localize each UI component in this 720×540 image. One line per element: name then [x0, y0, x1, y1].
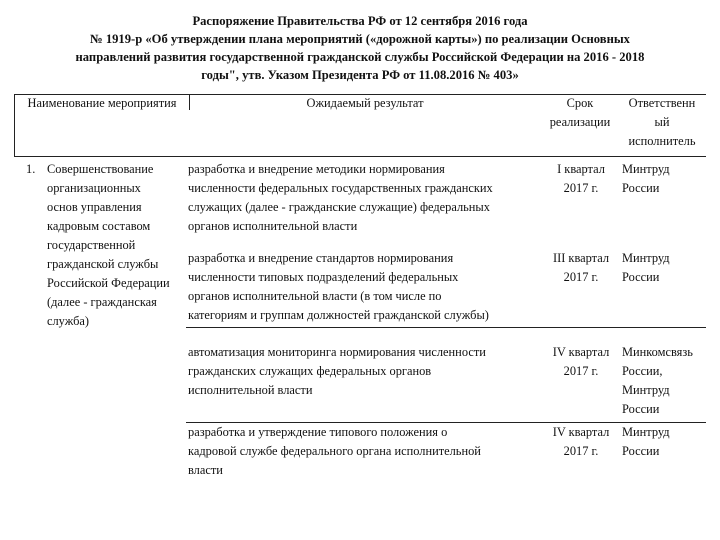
row-responsible: Минтруд России [622, 162, 670, 195]
row-result: разработка и внедрение стандартов нормирования численности типовых подразделений федеральных органов исполнительной власти (в том числе по категориям и группам должностей гражданской службы) [188, 251, 489, 322]
document-title [14, 12, 706, 84]
row-result: разработка и утверждение типового положения о кадровой службе федерального органа исполнительной власти [188, 425, 481, 477]
header-bottom-border [14, 156, 706, 157]
row-divider [186, 327, 706, 328]
header-left-border [14, 94, 15, 156]
header-deadline: Срок реализации [549, 96, 611, 129]
header-result: Ожидаемый результат [306, 96, 424, 110]
row-deadline: III квартал 2017 г. [552, 251, 610, 284]
header-responsible: Ответственн ый исполнитель [628, 96, 696, 148]
item-name: Совершенствование организационных основ управления кадровым составом государственной гражданской службы Российской Федерации (далее - гражданская служба) [47, 162, 170, 328]
title-line: № 1919-р «Об утверждении плана мероприятий («дорожной карты») по реализации Основных [90, 32, 630, 46]
row-deadline: IV квартал 2017 г. [552, 345, 610, 378]
row-deadline: I квартал 2017 г. [557, 162, 605, 195]
item-number: 1. [26, 162, 36, 176]
row-responsible: Минкомсвязь России, Минтруд России [622, 345, 693, 416]
title-line: годы", утв. Указом Президента РФ от 11.08.2016 № 403» [201, 68, 519, 82]
row-deadline: IV квартал 2017 г. [552, 425, 610, 458]
title-line: направлений развития государственной гражданской службы Российской Федерации на 2016 - 2018 [75, 50, 645, 64]
row-responsible: Минтруд России [622, 425, 670, 458]
title-line: Распоряжение Правительства РФ от 12 сентября 2016 года [192, 14, 528, 28]
row-result: автоматизация мониторинга нормирования численности гражданских служащих федеральных органов исполнительной власти [188, 345, 486, 397]
header-name: Наименование мероприятия [27, 96, 177, 110]
row-responsible: Минтруд России [622, 251, 670, 284]
row-result: разработка и внедрение методики нормирования численности федеральных государственных гражданских служащих (далее - гражданские служащие) федеральных органов исполнительной власти [188, 162, 493, 233]
